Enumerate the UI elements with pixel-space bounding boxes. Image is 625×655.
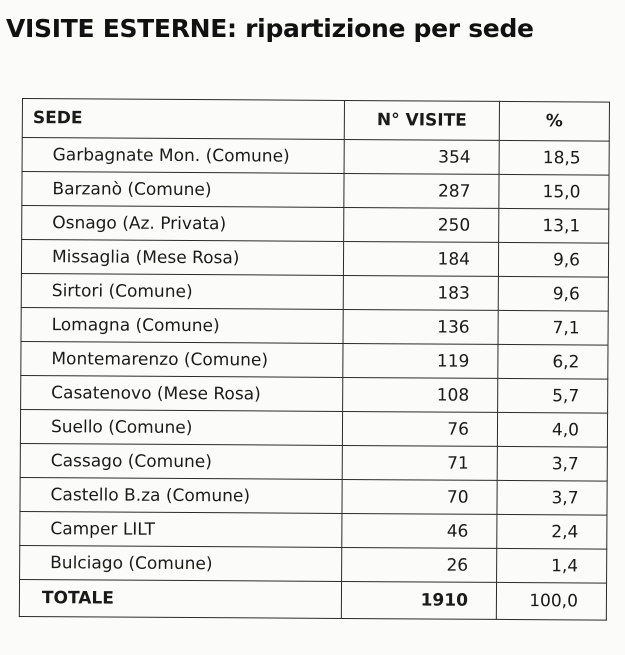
sede-cell: Barzanò (Comune) xyxy=(22,172,344,208)
sede-cell: Garbagnate Mon. (Comune) xyxy=(22,138,344,174)
total-label: TOTALE xyxy=(19,579,341,618)
percent-cell: 6,2 xyxy=(498,344,608,379)
table-header-row xyxy=(22,99,609,142)
visite-cell: 108 xyxy=(343,377,498,412)
visite-cell: 76 xyxy=(342,411,497,446)
sede-cell: Casatenovo (Mese Rosa) xyxy=(21,375,343,411)
percent-cell: 13,1 xyxy=(499,208,609,243)
column-header-visite: N° VISITE xyxy=(344,100,499,140)
table-row xyxy=(21,273,608,311)
percent-cell: 18,5 xyxy=(499,140,609,175)
sede-cell: Castello B.za (Comune) xyxy=(20,477,342,513)
visite-cell: 46 xyxy=(342,513,497,548)
visite-cell: 26 xyxy=(342,547,497,582)
sede-cell: Osnago (Az. Privata) xyxy=(22,206,344,242)
sede-cell: Bulciago (Comune) xyxy=(20,545,342,581)
percent-cell: 15,0 xyxy=(499,174,609,209)
visite-cell: 183 xyxy=(343,275,498,310)
visite-cell: 136 xyxy=(343,309,498,344)
table-row xyxy=(20,443,607,481)
sede-cell: Sirtori (Comune) xyxy=(21,273,343,309)
table-row xyxy=(22,172,609,210)
visite-cell: 287 xyxy=(344,173,499,208)
sede-cell: Suello (Comune) xyxy=(20,409,342,445)
sede-cell: Cassago (Comune) xyxy=(20,443,342,479)
table-body xyxy=(20,138,610,584)
sede-cell: Lomagna (Comune) xyxy=(21,307,343,343)
percent-cell: 4,0 xyxy=(497,412,607,447)
percent-cell: 9,6 xyxy=(498,276,608,311)
table-row xyxy=(20,477,607,515)
total-row xyxy=(19,579,606,620)
column-header-sede: SEDE xyxy=(22,99,344,140)
visite-cell: 184 xyxy=(343,241,498,276)
visite-cell: 250 xyxy=(344,207,499,242)
column-header-percent: % xyxy=(499,101,609,141)
percent-cell: 3,7 xyxy=(497,480,607,515)
percent-cell: 1,4 xyxy=(497,548,607,583)
visite-cell: 354 xyxy=(344,139,499,174)
visite-cell: 71 xyxy=(342,445,497,480)
total-visite: 1910 xyxy=(341,581,496,619)
sede-cell: Camper LILT xyxy=(20,511,342,547)
page-title: VISITE ESTERNE: ripartizione per sede xyxy=(6,14,534,43)
visite-cell: 119 xyxy=(343,343,498,378)
percent-cell: 9,6 xyxy=(498,242,608,277)
total-percent: 100,0 xyxy=(496,582,606,620)
percent-cell: 3,7 xyxy=(497,446,607,481)
table-row xyxy=(21,307,608,345)
table-row xyxy=(21,375,608,413)
table-row xyxy=(20,409,607,447)
percent-cell: 2,4 xyxy=(497,514,607,549)
visite-cell: 70 xyxy=(342,479,497,514)
table-row xyxy=(21,240,608,278)
sede-cell: Montemarenzo (Comune) xyxy=(21,341,343,377)
table-row xyxy=(20,545,607,583)
table-row xyxy=(22,138,609,176)
table-row xyxy=(20,511,607,549)
percent-cell: 7,1 xyxy=(498,310,608,345)
visits-table xyxy=(19,98,610,621)
table-row xyxy=(22,206,609,244)
table-row xyxy=(21,341,608,379)
sede-cell: Missaglia (Mese Rosa) xyxy=(21,240,343,276)
percent-cell: 5,7 xyxy=(498,378,608,413)
